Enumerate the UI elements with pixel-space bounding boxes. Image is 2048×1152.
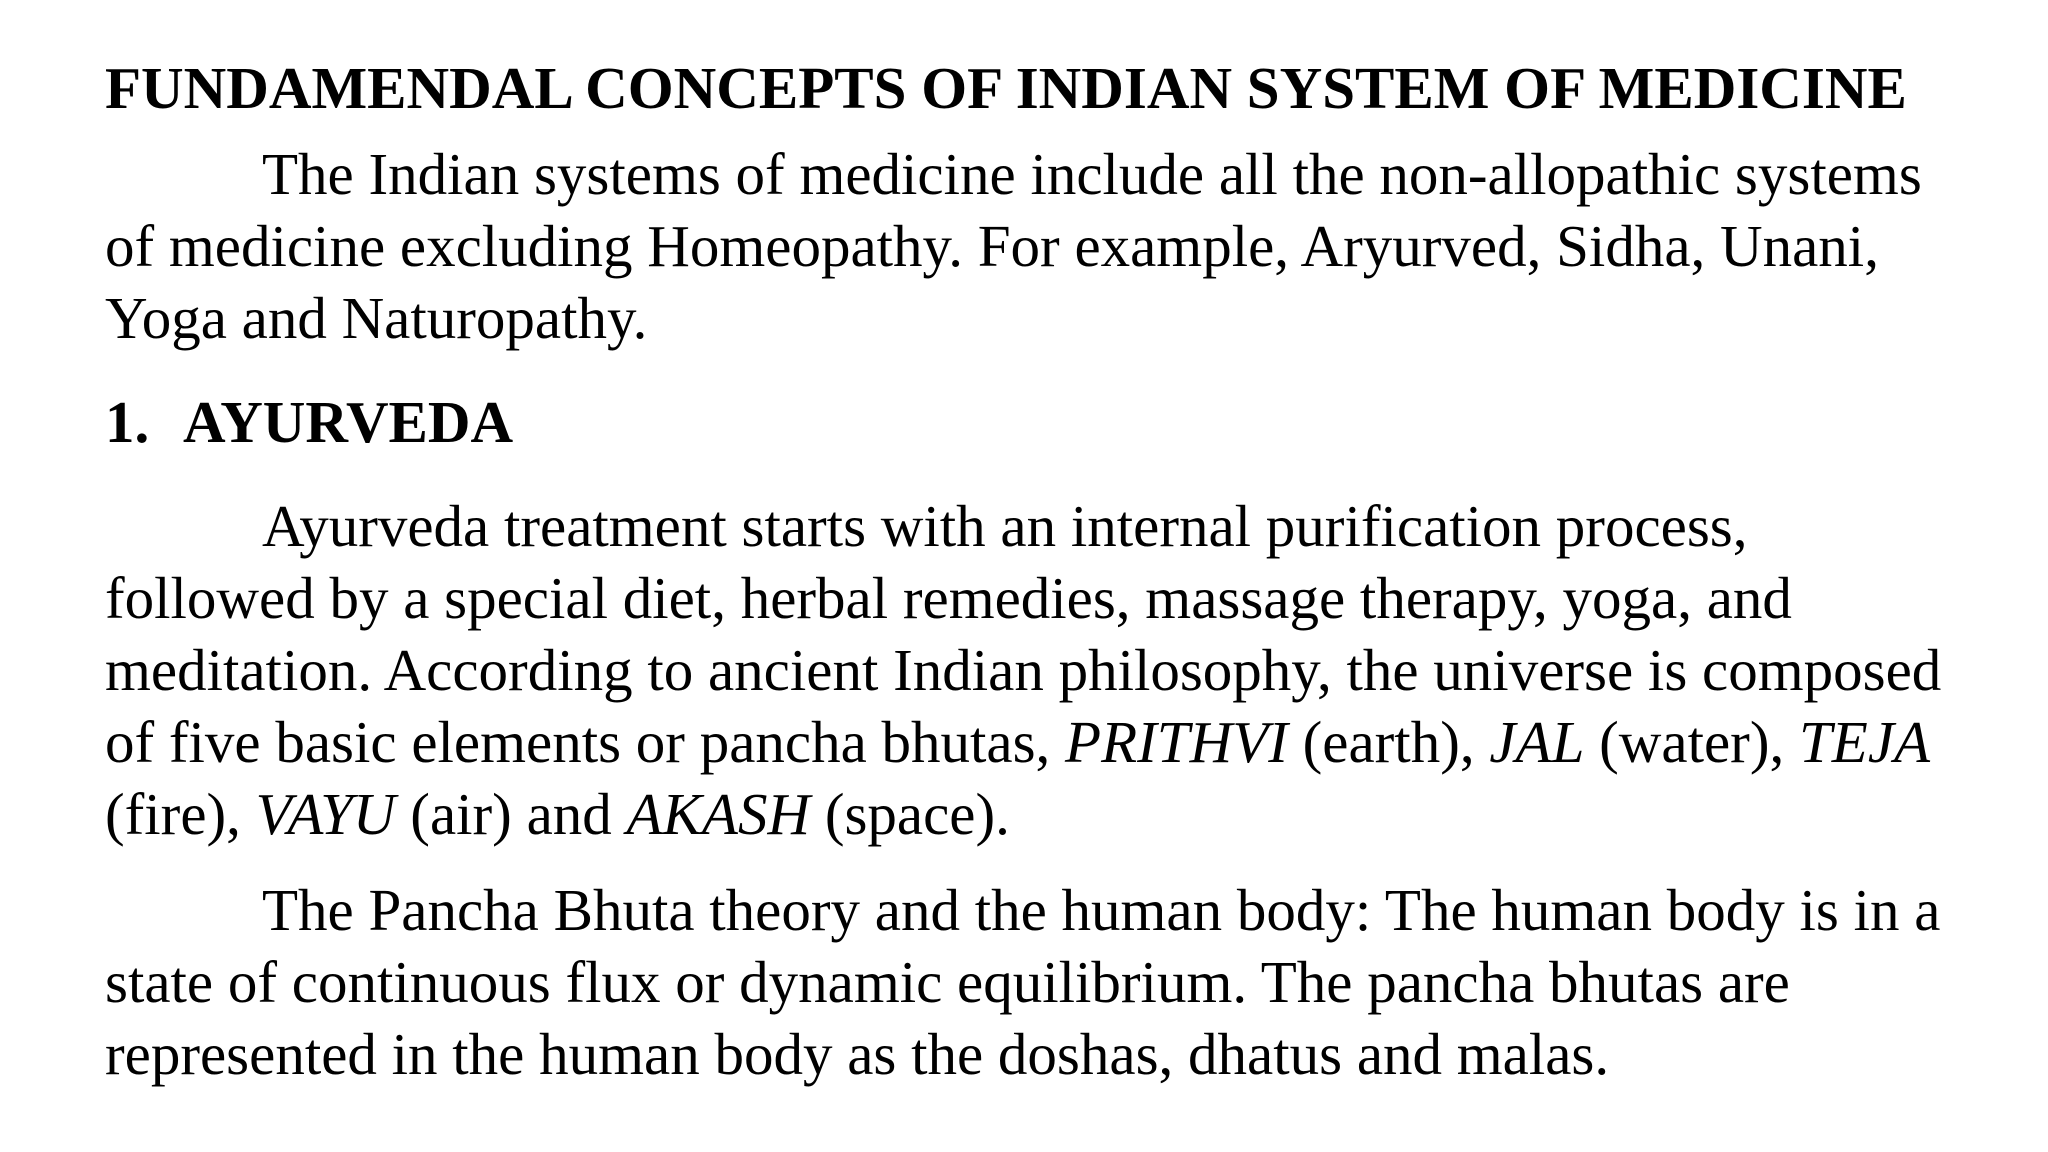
ayurveda-paragraph-1 <box>105 490 1995 850</box>
ayurveda-p2-line-3: represented in the human body as the doshas, dhatus and malas. <box>105 1021 1610 1087</box>
ayurveda-p2-line-1 <box>105 874 1995 946</box>
section-heading-ayurveda <box>105 386 2005 458</box>
intro-line-2: of medicine excluding Homeopathy. For example, Aryurved, Sidha, Unani, <box>105 213 1879 279</box>
document-title: FUNDAMENDAL CONCEPTS OF INDIAN SYSTEM OF MEDICINE <box>105 55 1907 121</box>
text-segment: (fire), <box>105 781 256 847</box>
intro-line-1-text: The Indian systems of medicine include all the non-allopathic systems <box>262 141 1922 207</box>
term-jal: JAL <box>1489 709 1585 775</box>
term-akash: AKASH <box>626 781 811 847</box>
ayurveda-p2-line-1-text: The Pancha Bhuta theory and the human body: The human body is in a <box>262 877 1941 943</box>
ayurveda-p1-line-3: meditation. According to ancient Indian philosophy, the universe is composed <box>105 637 1942 703</box>
ayurveda-p1-line-1-text: Ayurveda treatment starts with an internal purification process, <box>262 493 1748 559</box>
intro-line-3: Yoga and Naturopathy. <box>105 285 648 351</box>
text-segment: (space). <box>810 781 1010 847</box>
document-page <box>105 44 2005 1090</box>
section-title: AYURVEDA <box>183 389 514 455</box>
ayurveda-p1-line-1 <box>105 490 1995 562</box>
text-segment: (water), <box>1584 709 1799 775</box>
term-vayu: VAYU <box>255 781 396 847</box>
text-segment: of five basic elements or pancha bhutas, <box>105 709 1066 775</box>
term-teja: TEJA <box>1798 709 1931 775</box>
ayurveda-paragraph-2 <box>105 874 1995 1090</box>
ayurveda-p1-line-4 <box>105 706 1995 778</box>
term-prithvi: PRITHVI <box>1065 709 1288 775</box>
intro-line-1 <box>105 138 1995 210</box>
ayurveda-p2-line-2: state of continuous flux or dynamic equilibrium. The pancha bhutas are <box>105 949 1790 1015</box>
ayurveda-p1-line-2: followed by a special diet, herbal remedies, massage therapy, yoga, and <box>105 565 1792 631</box>
section-number: 1. <box>105 389 150 455</box>
intro-paragraph <box>105 138 1995 354</box>
text-segment: (air) and <box>395 781 627 847</box>
text-segment: (earth), <box>1287 709 1490 775</box>
ayurveda-p1-line-5 <box>105 778 1995 850</box>
